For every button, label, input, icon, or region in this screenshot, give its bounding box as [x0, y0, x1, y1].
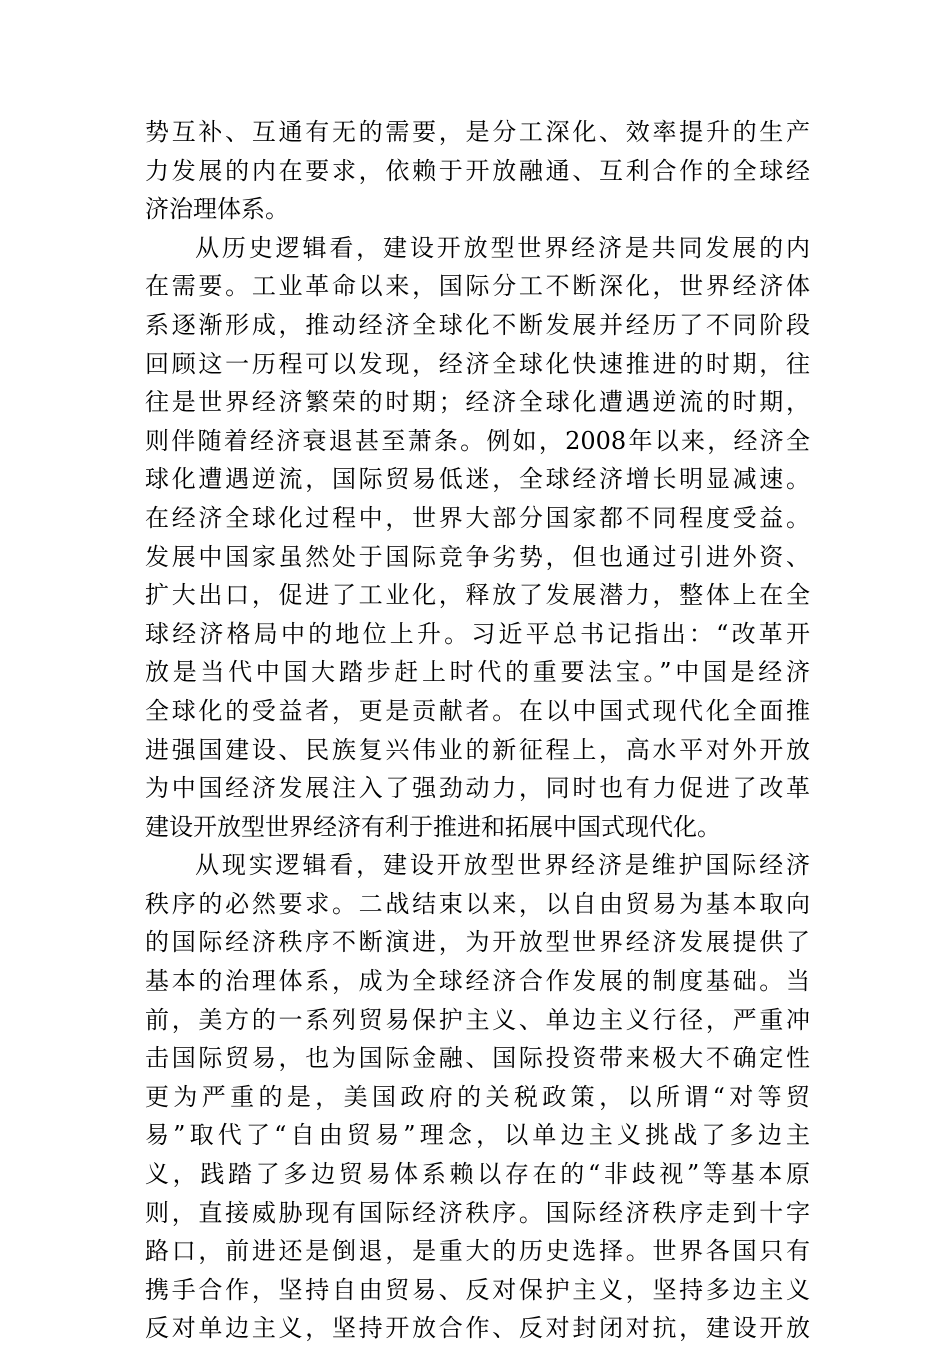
- text-line: 在经济全球化过程中，世界大部分国家都不同程度受益。: [145, 503, 810, 532]
- text-line: 力发展的内在要求，依赖于开放融通、互利合作的全球经: [145, 156, 810, 185]
- text-line: 路口，前进还是倒退，是重大的历史选择。世界各国只有: [145, 1237, 810, 1266]
- text-line: 全球化的受益者，更是贡献者。在以中国式现代化全面推: [145, 696, 810, 725]
- text-line: 则，直接威胁现有国际经济秩序。国际经济秩序走到十字: [145, 1198, 810, 1227]
- text-line: 往是世界经济繁荣的时期；经济全球化遭遇逆流的时期，: [145, 388, 810, 417]
- text-line: 击国际贸易，也为国际金融、国际投资带来极大不确定性: [145, 1044, 810, 1073]
- text-line: 在需要。工业革命以来，国际分工不断深化，世界经济体: [145, 272, 810, 301]
- text-line: 更为严重的是，美国政府的关税政策，以所谓“对等贸: [145, 1082, 810, 1111]
- body-text: [145, 113, 810, 1348]
- text-line: 系逐渐形成，推动经济全球化不断发展并经历了不同阶段: [145, 310, 810, 339]
- text-line: 秩序的必然要求。二战结束以来，以自由贸易为基本取向: [145, 889, 810, 918]
- text-line: 易”取代了“自由贸易”理念，以单边主义挑战了多边主: [145, 1121, 810, 1150]
- text-line: 济治理体系。: [145, 195, 289, 224]
- text-line: 球化遭遇逆流，国际贸易低迷，全球经济增长明显减速。: [145, 465, 810, 494]
- text-line: 进强国建设、民族复兴伟业的新征程上，高水平对外开放: [145, 735, 810, 764]
- text-line: 扩大出口，促进了工业化，释放了发展潜力，整体上在全: [145, 581, 810, 610]
- text-line: 为中国经济发展注入了强劲动力，同时也有力促进了改革: [145, 774, 810, 803]
- paragraph-first-line: 从现实逻辑看，建设开放型世界经济是维护国际经济: [195, 851, 810, 880]
- paragraph-first-line: 从历史逻辑看，建设开放型世界经济是共同发展的内: [195, 233, 810, 262]
- text-line: 反对单边主义，坚持开放合作、反对封闭对抗，建设开放: [145, 1314, 810, 1343]
- text-line: 前，美方的一系列贸易保护主义、单边主义行径，严重冲: [145, 1005, 810, 1034]
- text-line: 建设开放型世界经济有利于推进和拓展中国式现代化。: [145, 812, 721, 841]
- text-line: 携手合作，坚持自由贸易、反对保护主义，坚持多边主义: [145, 1275, 810, 1304]
- text-line: 的国际经济秩序不断演进，为开放型世界经济发展提供了: [145, 928, 810, 957]
- text-line: 义，践踏了多边贸易体系赖以存在的“非歧视”等基本原: [145, 1160, 810, 1189]
- text-line: 势互补、互通有无的需要，是分工深化、效率提升的生产: [145, 118, 810, 146]
- text-line: 球经济格局中的地位上升。习近平总书记指出：“改革开: [145, 619, 810, 648]
- text-line: 回顾这一历程可以发现，经济全球化快速推进的时期，往: [145, 349, 810, 378]
- text-line: 发展中国家虽然处于国际竞争劣势，但也通过引进外资、: [145, 542, 810, 571]
- text-line: 放是当代中国大踏步赶上时代的重要法宝。”中国是经济: [145, 658, 810, 687]
- text-line: 则伴随着经济衰退甚至萧条。例如，2008年以来，经济全: [145, 426, 810, 455]
- text-line: 基本的治理体系，成为全球经济合作发展的制度基础。当: [145, 967, 810, 996]
